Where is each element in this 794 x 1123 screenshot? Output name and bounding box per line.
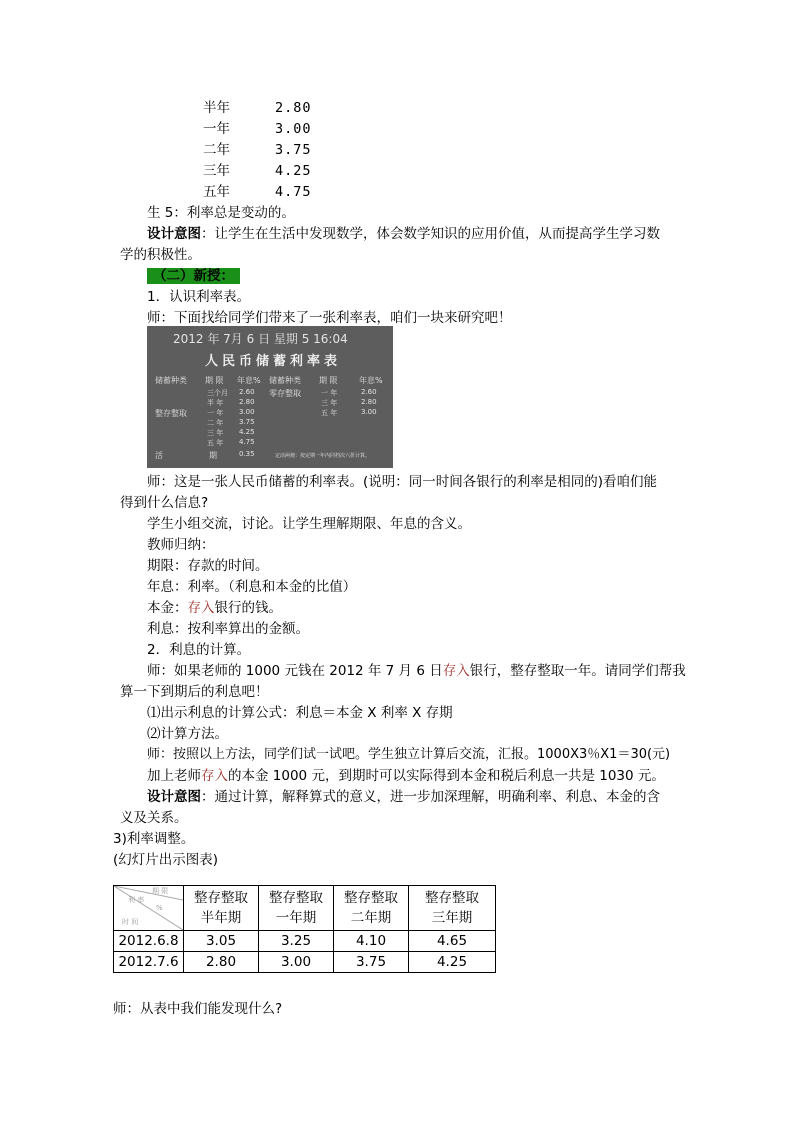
board-term: 三个月 (207, 389, 228, 397)
paragraph-teacher-3: 师：如果老师的 1000 元钱在 2012 年 7 月 6 日存入银行，整存整取一年。请同学们帮我 (147, 663, 686, 679)
rate-list-row: 半年 2.80 (203, 100, 312, 116)
board-rate: 2.80 (239, 398, 255, 406)
table-cell: 4.10 (334, 931, 409, 952)
rate-board-image (147, 326, 393, 468)
column-header: 整存整取 三年期 (409, 886, 496, 931)
paragraph-student5: 生 5：利率总是变动的。 (147, 205, 295, 221)
paragraph-slide: (幻灯片出示图表) (113, 852, 219, 868)
corner-label-time: 时 间 (122, 918, 139, 926)
table-cell: 3.00 (259, 952, 334, 973)
board-rate: 4.75 (239, 438, 255, 446)
board-title: 人民币储蓄利率表 (205, 354, 342, 369)
paragraph-teacher-2: 师：这是一张人民币储蓄的利率表。(说明：同一时间各银行的利率是相同的)看咱们能 (147, 474, 658, 490)
paragraph-teacher-6: 师：从表中我们能发现什么? (113, 1001, 283, 1017)
paragraph-design-intent-1-cont: 学的积极性。 (120, 247, 201, 263)
board-term: 三 年 (207, 429, 224, 437)
table-cell: 4.65 (409, 931, 496, 952)
definition-rate: 年息：利率。（利息和本金的比值） (147, 579, 357, 595)
paragraph-design-intent-2-cont: 义及关系。 (120, 810, 188, 826)
rate-list-row: 五年 4.75 (203, 184, 312, 200)
corner-label-term: 期 限 (152, 887, 169, 895)
board-date: 2012 年 7月 6 日 星期 5 16:04 (173, 332, 348, 346)
item-2-heading: 2．利息的计算。 (147, 642, 251, 658)
paragraph-teacher-2-cont: 得到什么信息? (120, 495, 209, 511)
board-header: 储蓄种类 (269, 376, 301, 385)
paragraph-design-intent-1: 设计意图：让学生在生活中发现数学，体会数学知识的应用价值，从而提高学生学习数 (147, 226, 660, 242)
board-term: 五 年 (321, 409, 338, 417)
corner-label-rate: 利 率 (128, 896, 145, 904)
table-cell-date: 2012.6.8 (114, 931, 184, 952)
board-term: 半 年 (207, 399, 224, 407)
board-note: 定活两便：按定期一年内同档次六折计算。 (275, 453, 371, 459)
board-rate: 2.80 (361, 398, 377, 406)
column-header: 整存整取 半年期 (184, 886, 259, 931)
board-header: 期 限 (319, 376, 338, 385)
board-rate: 4.25 (239, 428, 255, 436)
board-term: 期 (209, 451, 217, 460)
paragraph-design-intent-2: 设计意图：通过计算，解释算式的意义，进一步加深理解，明确利率、利息、本金的含 (147, 789, 660, 805)
paragraph-teacher-summary: 教师归纳： (147, 537, 215, 553)
board-term: 一 年 (321, 389, 338, 397)
definition-principal: 本金：存入银行的钱。 (147, 600, 282, 616)
section-heading: （二）新授： (147, 267, 240, 285)
table-cell: 4.25 (409, 952, 496, 973)
board-rate: 3.75 (239, 418, 255, 426)
rate-list-row: 一年 3.00 (203, 121, 312, 137)
table-cell: 3.75 (334, 952, 409, 973)
board-term: 五 年 (207, 439, 224, 447)
table-cell: 2.80 (184, 952, 259, 973)
board-header: 年息% (237, 376, 261, 385)
board-term: 二 年 (207, 419, 224, 427)
column-header: 整存整取 二年期 (334, 886, 409, 931)
paragraph-teacher-1: 师：下面找给同学们带来了一张利率表，咱们一块来研究吧！ (147, 310, 512, 326)
step-2: ⑵计算方法。 (147, 726, 228, 742)
table-header-row (114, 886, 496, 931)
board-header: 储蓄种类 (155, 376, 187, 385)
definition-term: 期限：存款的时间。 (147, 558, 269, 574)
corner-label-percent: % (156, 904, 163, 912)
table-row (114, 952, 496, 973)
board-rate: 3.00 (239, 408, 255, 416)
board-term: 一 年 (207, 409, 224, 417)
board-rate: 2.60 (361, 388, 377, 396)
item-3-heading: 3)利率调整。 (113, 831, 195, 847)
rate-list-row: 二年 3.75 (203, 142, 312, 158)
board-term: 三 年 (321, 399, 338, 407)
board-type: 零存整取 (269, 389, 301, 398)
paragraph-teacher-5: 加上老师存入的本金 1000 元，到期时可以实际得到本金和税后利息一共是 1030 元。 (147, 768, 665, 784)
rate-list-row: 三年 4.25 (203, 163, 312, 179)
paragraph-group-discussion: 学生小组交流，讨论。让学生理解期限、年息的含义。 (147, 516, 471, 532)
board-rate: 2.60 (239, 388, 255, 396)
table-corner-cell (114, 886, 184, 931)
paragraph-teacher-3-cont: 算一下到期后的利息吧！ (120, 684, 269, 700)
table-cell-date: 2012.7.6 (114, 952, 184, 973)
definition-interest: 利息：按利率算出的金额。 (147, 621, 309, 637)
paragraph-teacher-4: 师：按照以上方法，同学们试一试吧。学生独立计算后交流，汇报。1000X3％X1＝30(元) (147, 747, 671, 762)
board-type: 活 (155, 451, 163, 460)
board-header: 年息% (359, 376, 383, 385)
item-1-heading: 1．认识利率表。 (147, 289, 251, 305)
table-row (114, 931, 496, 952)
board-rate: 3.00 (361, 408, 377, 416)
rate-adjustment-table (113, 885, 496, 973)
board-rate: 0.35 (239, 450, 255, 458)
table-cell: 3.25 (259, 931, 334, 952)
step-1: ⑴出示利息的计算公式：利息＝本金 X 利率 X 存期 (147, 705, 453, 721)
board-header: 期 限 (205, 376, 224, 385)
board-type: 整存整取 (155, 409, 187, 418)
table-cell: 3.05 (184, 931, 259, 952)
column-header: 整存整取 一年期 (259, 886, 334, 931)
